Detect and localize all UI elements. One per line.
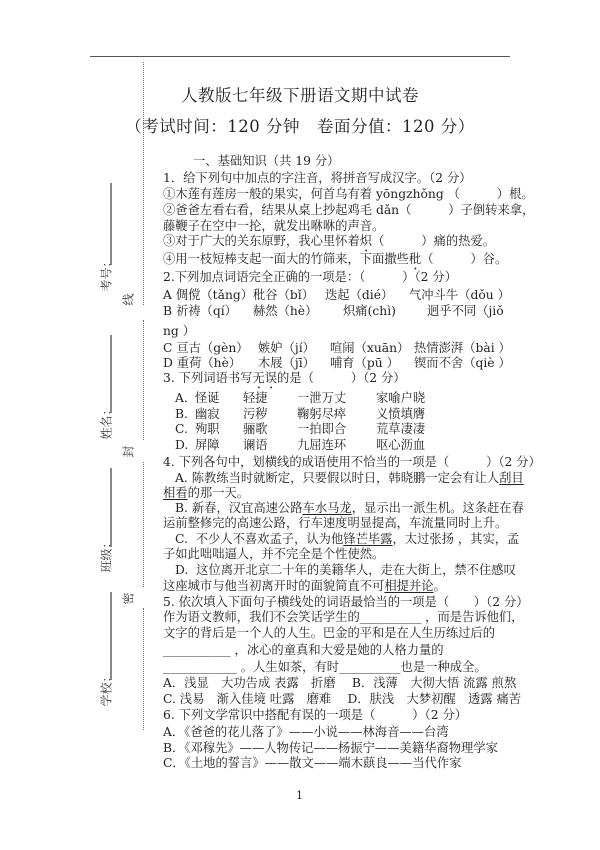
q4-stem: 4. 下列各句中，划横线的成语使用不恰当的一项是（ ）（2 分） (163, 455, 541, 469)
q6-option-c: C．《土地的誓言》——散文——端木蕻良——当代作家 (163, 756, 462, 770)
option-word: 骊歌 (243, 422, 268, 436)
class-label: 班级： (99, 536, 114, 573)
exam-info: （考试时间：120 分钟 卷面分值：120 分） (125, 117, 475, 136)
underlined-idiom: 车水马龙 (302, 501, 352, 515)
underlined-idiom: 刮目 (499, 471, 524, 485)
text: ，太过张扬 ，其实，孟 (392, 532, 520, 546)
seal-mi: 密 (121, 592, 136, 605)
option-word: 家喻户晓 (376, 391, 426, 405)
text: 的是（ ）（2 分） (277, 371, 406, 385)
q2-option-c (163, 340, 511, 356)
q4-option-a-cont (163, 485, 249, 501)
q5-text: 作为语文教师，我们不会笑话学生的__________ ，而是告诉他们， (163, 610, 524, 624)
q3-stem (163, 370, 406, 392)
term: 锲而不舍（qiè ） (414, 356, 511, 370)
text: 3. 下列词语书写 (163, 371, 253, 385)
q4-option-d-cont (163, 578, 446, 594)
text: C. 不少人不喜欢孟子，认为他 (175, 532, 344, 546)
term: 迭起（dié） (325, 288, 394, 302)
binding-line (143, 320, 144, 440)
name-label: 姓名： (99, 403, 114, 440)
option-word: 屏障 (195, 438, 220, 452)
q2-option-a (163, 287, 510, 303)
option-word: 呕心沥血 (376, 438, 426, 452)
dotted-char: 炽 (359, 234, 373, 248)
option-word: 怪诞 (195, 391, 220, 405)
q5-options-cd: C. 浅易 渐入佳境 吐露 磨难 D．肤浅 大梦初醒 透露 痛苦 (163, 692, 522, 706)
q4-option-d: D. 这位离开北京二十年的美籍华人，走在大街上，禁不住感叹 (175, 563, 516, 577)
text: ，显示出一派生机。这条赶在春 (351, 501, 524, 515)
q2-option-b (163, 303, 504, 319)
q3-option-row (175, 390, 425, 406)
q4-option-b-cont: 运前整修完的高速公路，行车速度明显提高，车流量同时上升。 (163, 516, 508, 530)
term: 嫉妒（jí） (258, 341, 315, 355)
school-label: 学校： (99, 670, 114, 707)
text: ③对于广大的关东原野，我心里怀着 (163, 234, 360, 248)
q2-stem: 2.下列加点词语完全正确的一项是：（ ）（2 分） (163, 270, 457, 284)
dotted-char: 秕 (408, 252, 422, 266)
binding-line (143, 608, 144, 730)
q1-item: ②爸爸左看右看，结果从桌上抄起鸡毛 dǎn（ ）子倒转来拿， (163, 203, 535, 217)
name-field[interactable] (110, 335, 112, 413)
school-field[interactable] (110, 592, 112, 680)
option-letter: B. (175, 407, 188, 421)
term: 炽痛(chì) (343, 304, 396, 318)
q4-option-c (175, 531, 519, 547)
q4-option-c-cont: 子如此咄咄逼人，并不完全是个性使然。 (163, 547, 385, 561)
option-word: 一拍即合 (297, 422, 347, 436)
exam-no-label: 考号： (99, 255, 114, 292)
class-field[interactable] (110, 468, 112, 547)
section-heading: 一、基础知识（共 19 分） (193, 154, 340, 168)
text: B. 新春，汉宜高速公路 (175, 501, 303, 515)
underlined-idiom: 相看 (163, 486, 188, 500)
header-rule (90, 56, 510, 57)
option-word: 谰语 (243, 438, 268, 452)
option-letter: D. (175, 438, 189, 452)
q5-text: ___________ ，冰心的童真和大爱是她的人格力量的 (163, 643, 444, 657)
binding-line (143, 462, 144, 587)
q5-text: ____________ 。人生如茶，有时__________也是一种成全。 (163, 660, 487, 674)
q6-stem: 6. 下列文学常识中搭配有误的一项是（ ）（2 分） (163, 708, 468, 722)
option-word: 轻捷 (243, 391, 268, 405)
q3-option-row (175, 421, 425, 437)
text: 这座城市与他当初离开时的面貌简直不可 (163, 579, 385, 593)
term: C 亘古（gèn） (163, 341, 249, 355)
option-letter: C. (175, 422, 188, 436)
q6-option-a: A．《爸爸的花儿落了》——小说——林海音——台湾 (163, 725, 449, 739)
text: 。 (433, 579, 446, 593)
page-title: 人教版七年级下册语文期中试卷 (181, 86, 419, 105)
text: （ ）谷。 (421, 252, 508, 266)
text: 的那一天。 (187, 486, 250, 500)
term: 木屐（jī） (258, 356, 315, 370)
q5-options-ab: A．浅显 大功告成 表露 折磨 B．浅薄 大彻大悟 流露 煎熬 (163, 676, 517, 690)
q2-option-b-cont: ng ） (163, 324, 195, 338)
q1-stem: 1．给下列句中加点的字注音，将拼音写成汉字。（2 分） (163, 171, 472, 185)
q4-option-a (175, 470, 524, 486)
option-word: 一泄万丈 (297, 391, 347, 405)
text: A. 陈教练当时就断定，只要假以时日，韩晓鹏一定会有让人 (175, 471, 500, 485)
option-letter: A． (175, 391, 197, 405)
q4-option-b (175, 500, 524, 516)
underlined-idiom: 相提并论 (384, 579, 434, 593)
option-word: 污秽 (243, 407, 268, 421)
term: 秕谷（bǐ） (253, 288, 314, 302)
term: 哺育（pū ） (330, 356, 399, 370)
seal-xian: 线 (121, 293, 136, 306)
option-word: 九屈连环 (297, 438, 347, 452)
option-word: 鞠躬尽瘁 (297, 407, 347, 421)
underlined-idiom: 锋芒毕露 (343, 532, 393, 546)
exam-no-field[interactable] (110, 183, 112, 265)
q5-stem: 5. 依次填入下面句子横线处的词语最恰当的一项是（ ）（2 分） (163, 595, 529, 609)
option-word: 荒草凄凄 (376, 422, 426, 436)
q3-option-row (175, 437, 425, 453)
q1-item: 藤鞭子在空中一抡，就发出咻咻的声音。 (163, 219, 385, 233)
term: 热情澎湃（bài ） (414, 341, 511, 355)
term: A 倜傥（tǎng） (163, 288, 254, 302)
page-number: 1 (296, 789, 303, 802)
option-word: 殉职 (195, 422, 220, 436)
term: 迥乎不同（jiǒ (427, 304, 504, 318)
term: B 祈祷（qí） (163, 304, 237, 318)
q2-option-d (163, 355, 511, 371)
term: 赫然（hè） (253, 304, 318, 318)
q3-option-row (175, 406, 425, 422)
option-word: 义愤填膺 (376, 407, 426, 421)
dotted-text: 无误 (252, 371, 278, 385)
seal-feng: 封 (121, 445, 136, 458)
text: ④用一枝短棒支起一面大的竹筛来，下面撒些 (163, 252, 409, 266)
term: D 重荷（hè） (163, 356, 242, 370)
q1-item: ①木莲有莲房一般的果实，何首乌有着 yōngzhǒng （ ）根。 (163, 187, 534, 201)
option-word: 幽寂 (195, 407, 220, 421)
text: （ ）痛的热爱。 (372, 234, 496, 248)
term: 气冲斗牛（dǒu ） (409, 288, 510, 302)
q6-option-b: B．《邓稼先》——人物传记——杨振宁——美籍华裔物理学家 (163, 741, 498, 755)
term: 喧闹（xuān） (330, 341, 410, 355)
q5-text: 文字的背后是一个人的人生。巴金的平和是在人生历练过后的 (163, 626, 496, 640)
